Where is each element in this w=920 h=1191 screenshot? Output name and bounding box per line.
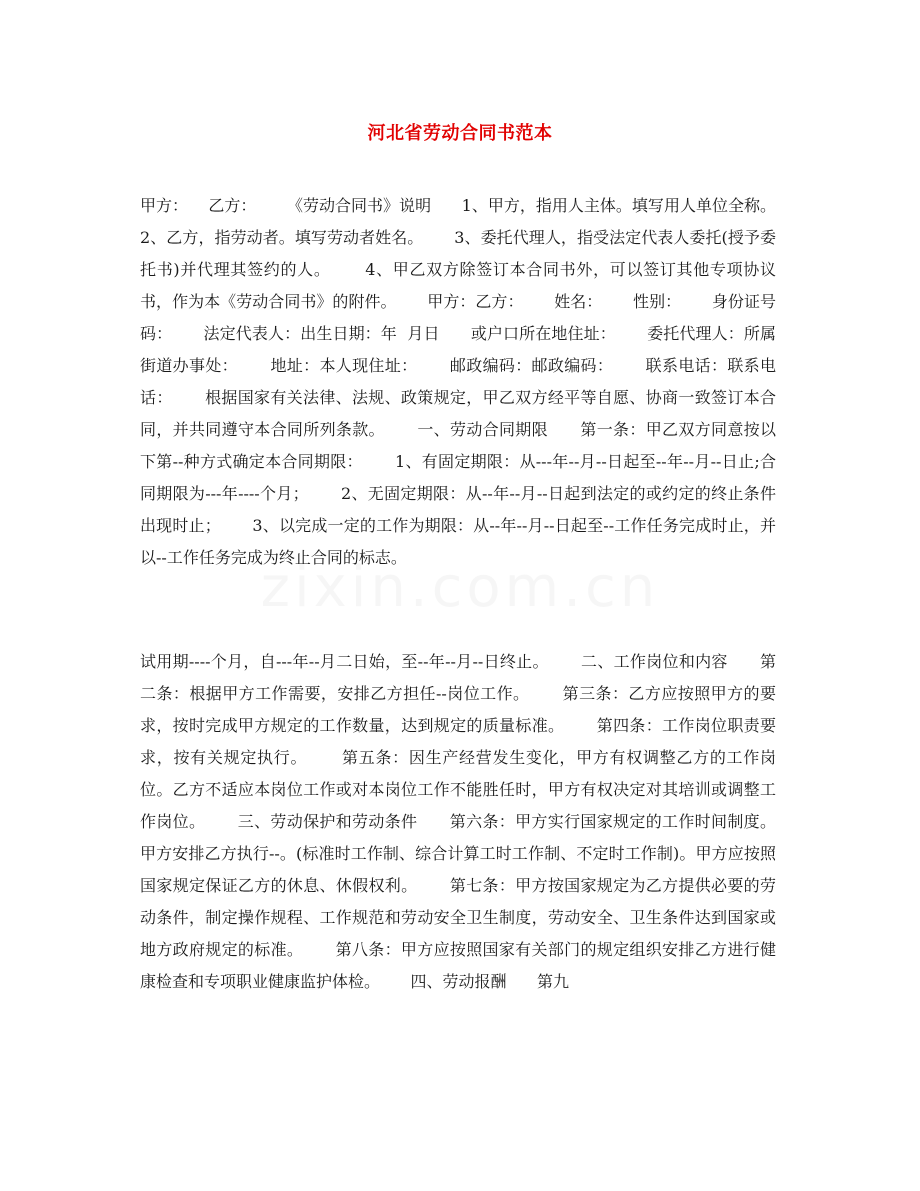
document-title: 河北省劳动合同书范本 (367, 123, 553, 144)
body-paragraph-2: 试用期----个月，自---年--月二日始，至--年--月--日终止。 二、工作岗位和内容 第二条：根据甲方工作需要，安排乙方担任--岗位工作。 第三条：乙方应按照甲方的要求，按时完成甲方规定的工作数量，达到规定的质量标准。 第四条：工作岗位职责要求，按有关规定执行。 第五条：因生产经营发生变化，甲方有权调整乙方的工作岗位。乙方不适应本岗位工作或对本岗位工作不能胜任时，甲方有权决定对其培训或调整工作岗位。 三、劳动保护和劳动条件 第六条：甲方实行国家规定的工作时间制度。甲方安排乙方执行--。(标准时工作制、综合计算工时工作制、不定时工作制)。甲方应按照国家规定保证乙方的休息、休假权利。 第七条：甲方按国家规定为乙方提供必要的劳动条件，制定操作规程、工作规范和劳动安全卫生制度，劳动安全、卫生条件达到国家或地方政府规定的标准。 第八条：甲方应按照国家有关部门的规定组织安排乙方进行健康检查和专项职业健康监护体检。 四、劳动报酬 第九 (140, 652, 776, 991)
body-paragraph-1: 甲方： 乙方： 《劳动合同书》说明 1、甲方，指用人主体。填写用人单位全称。 2、乙方，指劳动者。填写劳动者姓名。 3、委托代理人，指受法定代表人委托(授予委托书)并代理其签约的人。 4、甲乙双方除签订本合同书外，可以签订其他专项协议书，作为本《劳动合同书》的附件。 甲方：乙方： 姓名： 性别： 身份证号码： 法定代表人：出生日期：年 月日 或户口所在地住址： 委托代理人：所属街道办事处： 地址：本人现住址： 邮政编码：邮政编码： 联系电话：联系电话： 根据国家有关法律、法规、政策规定，甲乙双方经平等自愿、协商一致签订本合同，并共同遵守本合同所列条款。 一、劳动合同期限 第一条：甲乙双方同意按以下第--种方式确定本合同期限： 1、有固定期限：从---年--月--日起至--年--月--日止;合同期限为---年----个月； 2、无固定期限：从--年--月--日起到法定的或约定的终止条件出现时止； 3、以完成一定的工作为期限：从--年--月--日起至--工作任务完成时止，并以--工作任务完成为终止合同的标志。 (140, 196, 807, 567)
